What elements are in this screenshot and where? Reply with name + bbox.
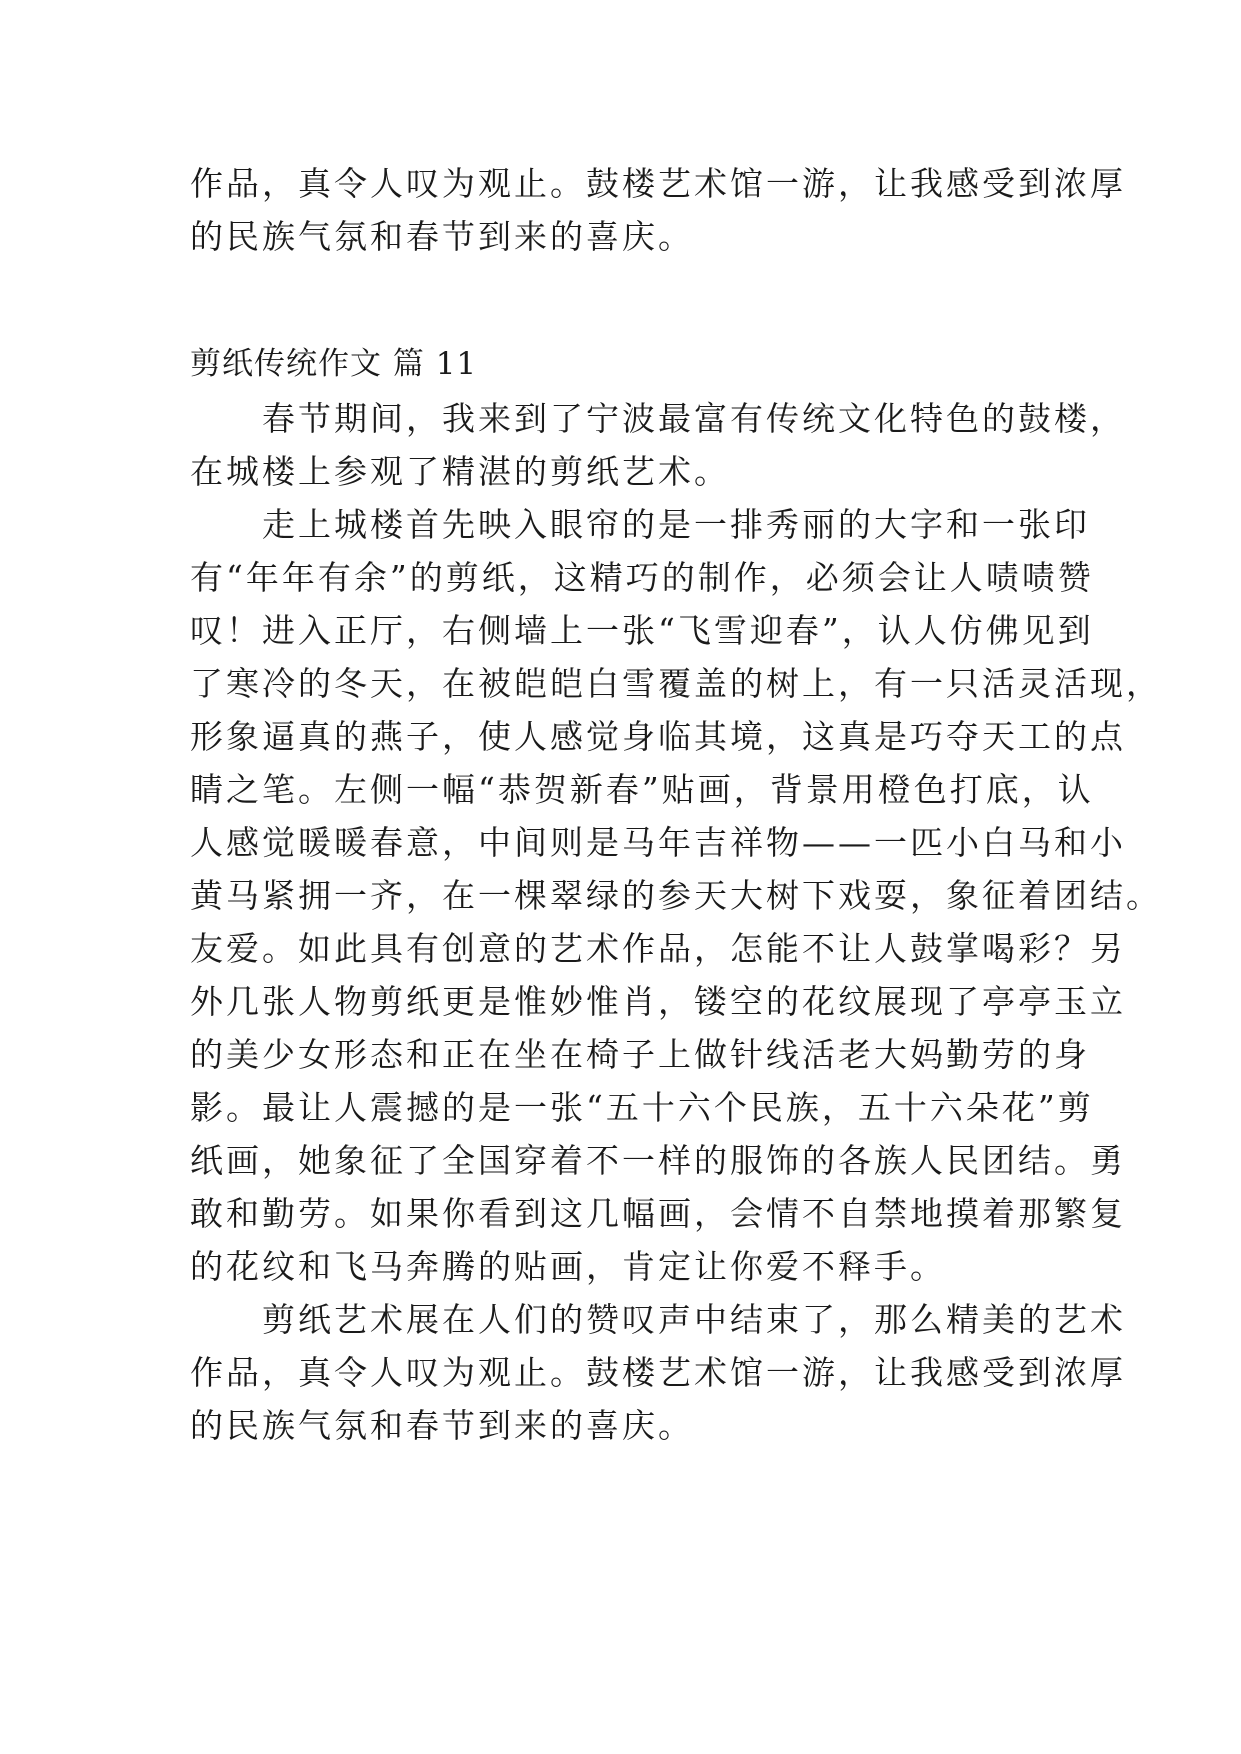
text-line: 叹！进入正厅，右侧墙上一张“飞雪迎春”，认人仿佛见到 [190, 611, 1094, 650]
section-heading: 剪纸传统作文 篇 11 [190, 346, 478, 382]
text-line: 了寒冷的冬天，在被皑皑白雪覆盖的树上，有一只活灵活现， [190, 664, 1162, 703]
text-line: 纸画，她象征了全国穿着不一样的服饰的各族人民团结。勇 [190, 1141, 1126, 1180]
text-line: 作品，真令人叹为观止。鼓楼艺术馆一游，让我感受到浓厚 [190, 1353, 1126, 1392]
text-line: 春节期间，我来到了宁波最富有传统文化特色的鼓楼， [190, 399, 1126, 438]
text-line: 形象逼真的燕子，使人感觉身临其境，这真是巧夺天工的点 [190, 717, 1126, 756]
text-line: 黄马紧拥一齐，在一棵翠绿的参天大树下戏耍，象征着团结。 [190, 876, 1162, 915]
text-line: 的花纹和飞马奔腾的贴画，肯定让你爱不释手。 [190, 1247, 946, 1286]
text-line: 睛之笔。左侧一幅“恭贺新春”贴画，背景用橙色打底，认 [190, 770, 1094, 809]
text-line: 的美少女形态和正在坐在椅子上做针线活老大妈勤劳的身 [190, 1035, 1090, 1074]
text-line: 敢和勤劳。如果你看到这几幅画，会情不自禁地摸着那繁复 [190, 1194, 1126, 1233]
text-line: 剪纸艺术展在人们的赞叹声中结束了，那么精美的艺术 [190, 1300, 1126, 1339]
text-line: 的民族气氛和春节到来的喜庆。 [190, 1406, 694, 1445]
text-line: 在城楼上参观了精湛的剪纸艺术。 [190, 452, 730, 491]
text-line: 走上城楼首先映入眼帘的是一排秀丽的大字和一张印 [190, 505, 1090, 544]
text-line: 影。最让人震撼的是一张“五十六个民族，五十六朵花”剪 [190, 1088, 1094, 1127]
text-line: 外几张人物剪纸更是惟妙惟肖，镂空的花纹展现了亭亭玉立 [190, 982, 1126, 1021]
text-line: 友爱。如此具有创意的艺术作品，怎能不让人鼓掌喝彩？另 [190, 929, 1126, 968]
text-line: 人感觉暖暖春意，中间则是马年吉祥物——一匹小白马和小 [190, 823, 1126, 862]
section-body [190, 392, 1162, 1452]
top-paragraph-fragment [190, 157, 1126, 263]
text-line: 的民族气氛和春节到来的喜庆。 [190, 217, 694, 256]
text-line: 作品，真令人叹为观止。鼓楼艺术馆一游，让我感受到浓厚 [190, 164, 1126, 203]
text-line: 有“年年有余”的剪纸，这精巧的制作，必须会让人啧啧赞 [190, 558, 1094, 597]
